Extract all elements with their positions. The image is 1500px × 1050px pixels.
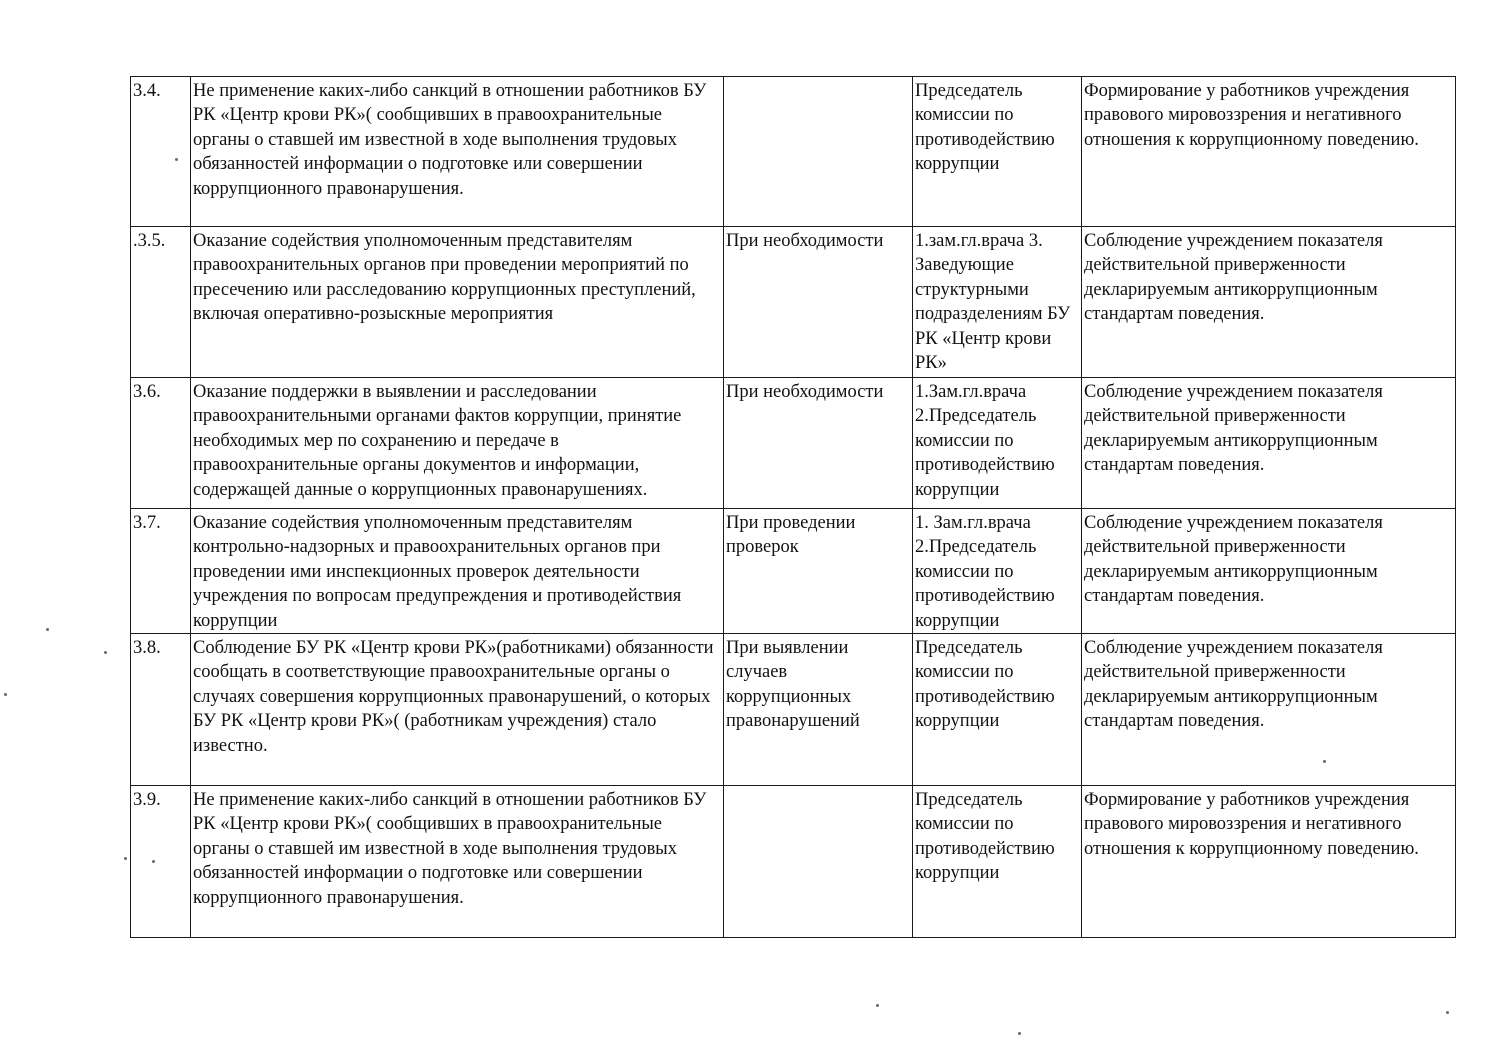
scan-speck [1323, 760, 1326, 763]
expected-result: Соблюдение учреждением показателя действительной приверженности декларируемым антикоррупционным стандартам поведения. [1082, 378, 1456, 509]
deadline [724, 77, 913, 227]
item-number: 3.8. [131, 634, 191, 786]
table-row [131, 634, 1456, 786]
measure-description: Оказание поддержки в выявлении и расследовании правоохранительными органами фактов коррупции, принятие необходимых мер по сохранению и передаче в правоохранительные органы документов и информации, содержащей данные о коррупционных правонарушениях. [191, 378, 724, 509]
scan-speck [1018, 1032, 1021, 1035]
table-row [131, 378, 1456, 509]
item-number: 3.4. [131, 77, 191, 227]
responsible-person: Председатель комиссии по противодействию коррупции [913, 786, 1082, 938]
scan-speck [152, 860, 155, 863]
measure-description: Не применение каких-либо санкций в отношении работников БУ РК «Центр крови РК»( сообщивших в правоохранительные органы о ставшей им известной в ходе выполнения трудовых обязанностей информации о подготовке или совершении коррупционного правонарушения. [191, 786, 724, 938]
responsible-person: 1. Зам.гл.врача 2.Председатель комиссии по противодействию коррупции [913, 509, 1082, 634]
deadline: При проведении проверок [724, 509, 913, 634]
anticorruption-plan-table [130, 76, 1456, 938]
expected-result: Соблюдение учреждением показателя действительной приверженности декларируемым антикоррупционным стандартам поведения. [1082, 509, 1456, 634]
responsible-person: 1.зам.гл.врача 3. Заведующие структурными подразделениям БУ РК «Центр крови РК» [913, 227, 1082, 378]
expected-result: Соблюдение учреждением показателя действительной приверженности декларируемым антикоррупционным стандартам поведения. [1082, 227, 1456, 378]
item-number: 3.6. [131, 378, 191, 509]
expected-result: Соблюдение учреждением показателя действительной приверженности декларируемым антикоррупционным стандартам поведения. [1082, 634, 1456, 786]
item-number: .3.5. [131, 227, 191, 378]
measure-description: Оказание содействия уполномоченным представителям контрольно-надзорных и правоохранительных органов при проведении ими инспекционных проверок деятельности учреждения по вопросам предупреждения и противодействия коррупции [191, 509, 724, 634]
scan-speck [175, 158, 178, 161]
deadline: При необходимости [724, 227, 913, 378]
responsible-person: Председатель комиссии по противодействию коррупции [913, 77, 1082, 227]
responsible-person: 1.Зам.гл.врача 2.Председатель комиссии по противодействию коррупции [913, 378, 1082, 509]
expected-result: Формирование у работников учреждения правового мировоззрения и негативного отношения к коррупционному поведению. [1082, 77, 1456, 227]
table-row [131, 786, 1456, 938]
deadline: При выявлении случаев коррупционных правонарушений [724, 634, 913, 786]
scan-speck [46, 628, 49, 631]
item-number: 3.9. [131, 786, 191, 938]
table-row [131, 227, 1456, 378]
table-row [131, 509, 1456, 634]
scan-speck [104, 651, 107, 654]
scan-speck [876, 1004, 879, 1007]
item-number: 3.7. [131, 509, 191, 634]
table-row [131, 77, 1456, 227]
scan-speck [4, 693, 7, 696]
scan-speck [1446, 1011, 1449, 1014]
expected-result: Формирование у работников учреждения правового мировоззрения и негативного отношения к коррупционному поведению. [1082, 786, 1456, 938]
measure-description: Не применение каких-либо санкций в отношении работников БУ РК «Центр крови РК»( сообщивших в правоохранительные органы о ставшей им известной в ходе выполнения трудовых обязанностей информации о подготовке или совершении коррупционного правонарушения. [191, 77, 724, 227]
deadline: При необходимости [724, 378, 913, 509]
measure-description: Оказание содействия уполномоченным представителям правоохранительных органов при проведении мероприятий по пресечению или расследованию коррупционных преступлений, включая оперативно-розыскные мероприятия [191, 227, 724, 378]
scan-speck [124, 857, 127, 860]
measure-description: Соблюдение БУ РК «Центр крови РК»(работниками) обязанности сообщать в соответствующие правоохранительные органы о случаях совершения коррупционных правонарушений, о которых БУ РК «Центр крови РК»( (работникам учреждения) стало известно. [191, 634, 724, 786]
deadline [724, 786, 913, 938]
responsible-person: Председатель комиссии по противодействию коррупции [913, 634, 1082, 786]
